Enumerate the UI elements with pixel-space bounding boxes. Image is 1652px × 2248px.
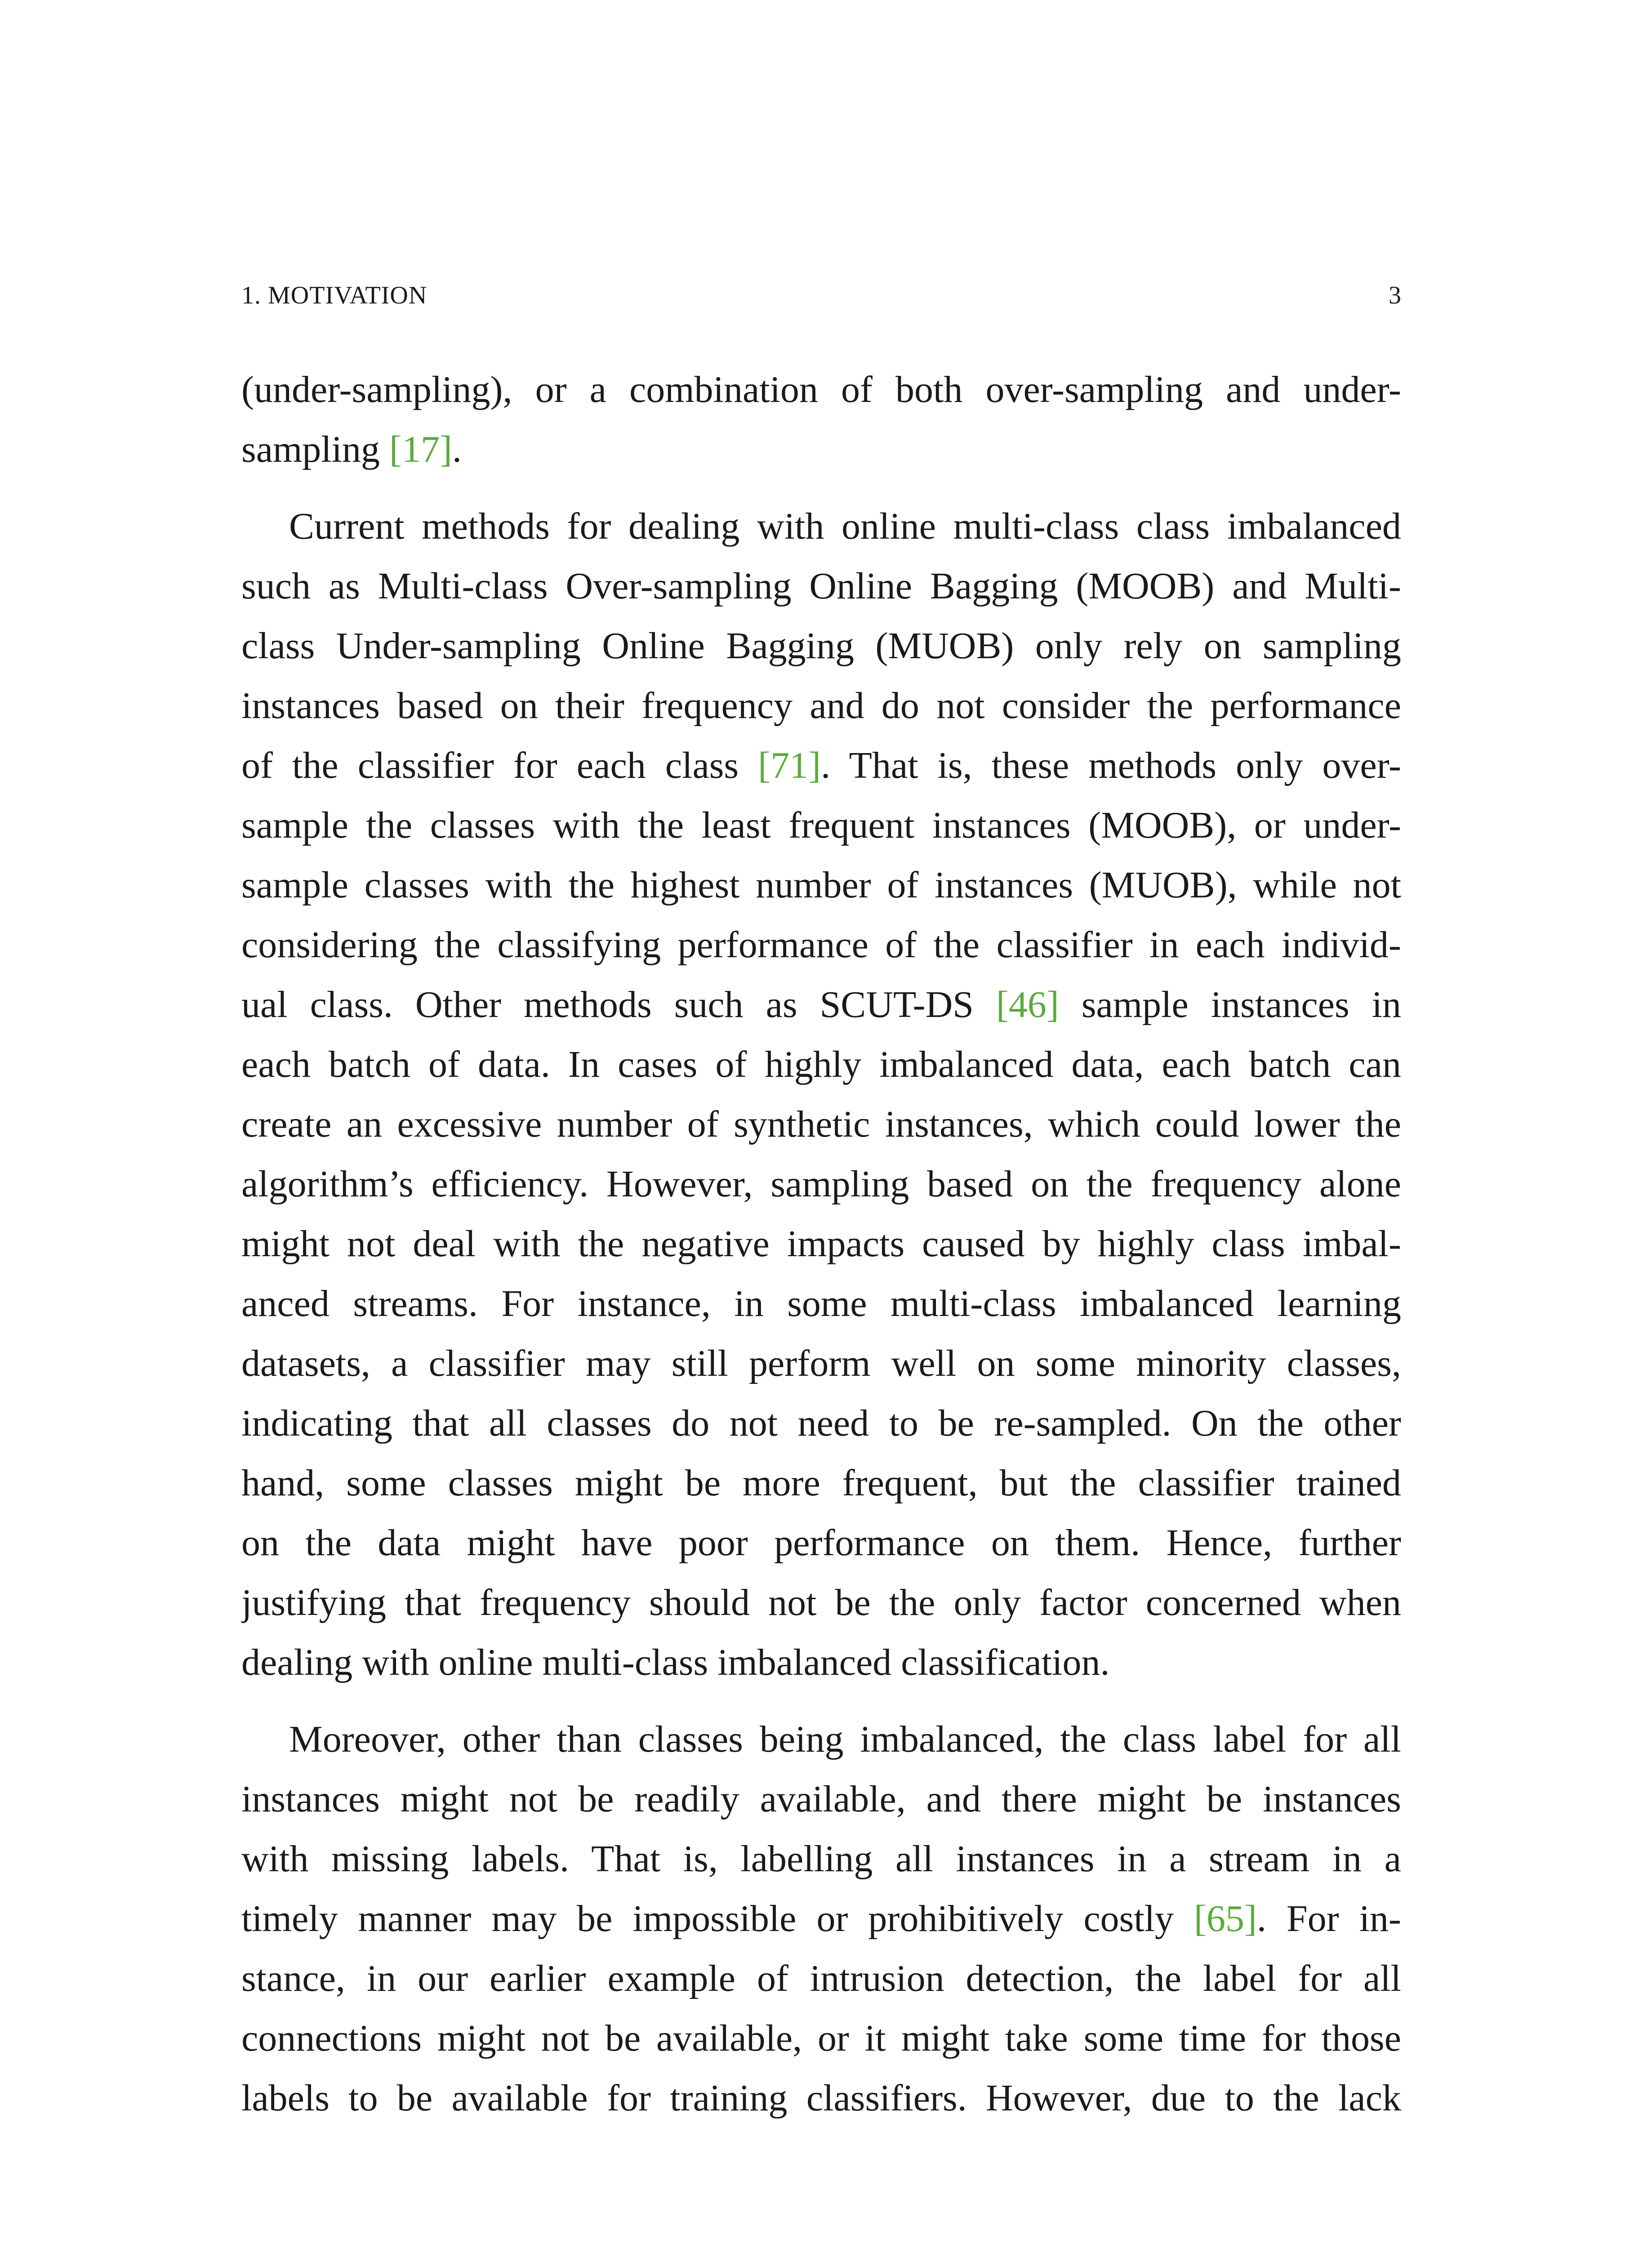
text-segment: anced streams. For instance, in some multi-class imbalanced learning (241, 1283, 1401, 1325)
text-segment: datasets, a classifier may still perform well on some minority classes, (241, 1343, 1401, 1384)
text-line (241, 616, 1401, 676)
text-segment: instances based on their frequency and do not consider the performance (241, 685, 1401, 727)
text-segment: indicating that all classes do not need to be re-sampled. On the other (241, 1402, 1401, 1444)
running-header (241, 280, 1401, 311)
text-segment: sample classes with the highest number of instances (MUOB), while not (241, 864, 1401, 906)
text-line (241, 1889, 1401, 1949)
text-line (241, 1274, 1401, 1334)
text-line (241, 1334, 1401, 1393)
text-line (241, 2068, 1401, 2128)
text-segment: sample instances in (1059, 984, 1401, 1026)
text-segment: with missing labels. That is, labelling all instances in a stream in a (241, 1838, 1401, 1880)
paragraph (241, 360, 1401, 479)
citation-link[interactable]: [46] (996, 984, 1059, 1026)
text-line (241, 496, 1401, 556)
text-segment: dealing with online multi-class imbalanced classification. (241, 1641, 1110, 1683)
text-segment: justifying that frequency should not be the only factor concerned when (241, 1582, 1401, 1624)
section-title: 1. MOTIVATION (241, 281, 427, 309)
text-line (241, 556, 1401, 616)
text-line (241, 1949, 1401, 2008)
paragraph (241, 496, 1401, 1692)
text-segment: hand, some classes might be more frequent, but the classifier trained (241, 1462, 1401, 1504)
text-line (241, 855, 1401, 915)
text-segment: ual class. Other methods such as SCUT-DS (241, 984, 996, 1026)
text-line (241, 676, 1401, 736)
text-segment: . For in- (1257, 1898, 1401, 1940)
text-segment: connections might not be available, or it might take some time for those (241, 2017, 1401, 2059)
text-segment: (under-sampling), or a combination of both over-sampling and under- (241, 369, 1401, 410)
text-segment: considering the classifying performance of the classifier in each individ- (241, 924, 1401, 966)
text-segment: sampling (241, 428, 389, 470)
text-segment: such as Multi-class Over-sampling Online Bagging (MOOB) and Multi- (241, 565, 1401, 607)
text-segment: might not deal with the negative impacts caused by highly class imbal- (241, 1223, 1401, 1265)
text-line (241, 1709, 1401, 1769)
text-segment: algorithm’s efficiency. However, sampling based on the frequency alone (241, 1163, 1401, 1205)
text-line (241, 1829, 1401, 1889)
text-line (241, 1453, 1401, 1513)
text-segment: . That is, these methods only over- (821, 745, 1401, 786)
text-line (241, 1769, 1401, 1829)
text-line (241, 1154, 1401, 1214)
citation-link[interactable]: [65] (1194, 1898, 1257, 1940)
text-segment: labels to be available for training classifiers. However, due to the lack (241, 2077, 1401, 2119)
text-segment: timely manner may be impossible or prohibitively costly (241, 1898, 1194, 1940)
text-line (241, 915, 1401, 975)
text-line (241, 1094, 1401, 1154)
text-segment: create an excessive number of synthetic instances, which could lower the (241, 1103, 1401, 1145)
text-line (241, 1573, 1401, 1632)
page-number: 3 (1389, 281, 1401, 309)
citation-link[interactable]: [17] (389, 428, 452, 470)
text-segment: instances might not be readily available, and there might be instances (241, 1778, 1401, 1820)
text-line (241, 2008, 1401, 2068)
text-line (241, 1632, 1401, 1692)
text-line (241, 736, 1401, 795)
text-line (241, 795, 1401, 855)
text-line (241, 419, 1401, 479)
text-line (241, 360, 1401, 419)
text-segment: Current methods for dealing with online multi-class class imbalanced (289, 505, 1401, 547)
text-segment: sample the classes with the least frequent instances (MOOB), or under- (241, 804, 1401, 846)
paragraph (241, 1709, 1401, 2128)
text-segment: on the data might have poor performance on them. Hence, further (241, 1522, 1401, 1564)
citation-link[interactable]: [71] (758, 745, 821, 786)
text-segment: stance, in our earlier example of intrusion detection, the label for all (241, 1958, 1401, 1999)
text-segment: . (452, 428, 462, 470)
text-line (241, 1393, 1401, 1453)
text-segment: Moreover, other than classes being imbalanced, the class label for all (289, 1718, 1401, 1760)
text-line (241, 975, 1401, 1035)
text-segment: of the classifier for each class (241, 745, 758, 786)
text-line (241, 1214, 1401, 1274)
text-segment: class Under-sampling Online Bagging (MUOB) only rely on sampling (241, 625, 1401, 667)
text-line (241, 1035, 1401, 1094)
body-text (241, 360, 1401, 2128)
text-line (241, 1513, 1401, 1573)
text-segment: each batch of data. In cases of highly imbalanced data, each batch can (241, 1044, 1401, 1085)
